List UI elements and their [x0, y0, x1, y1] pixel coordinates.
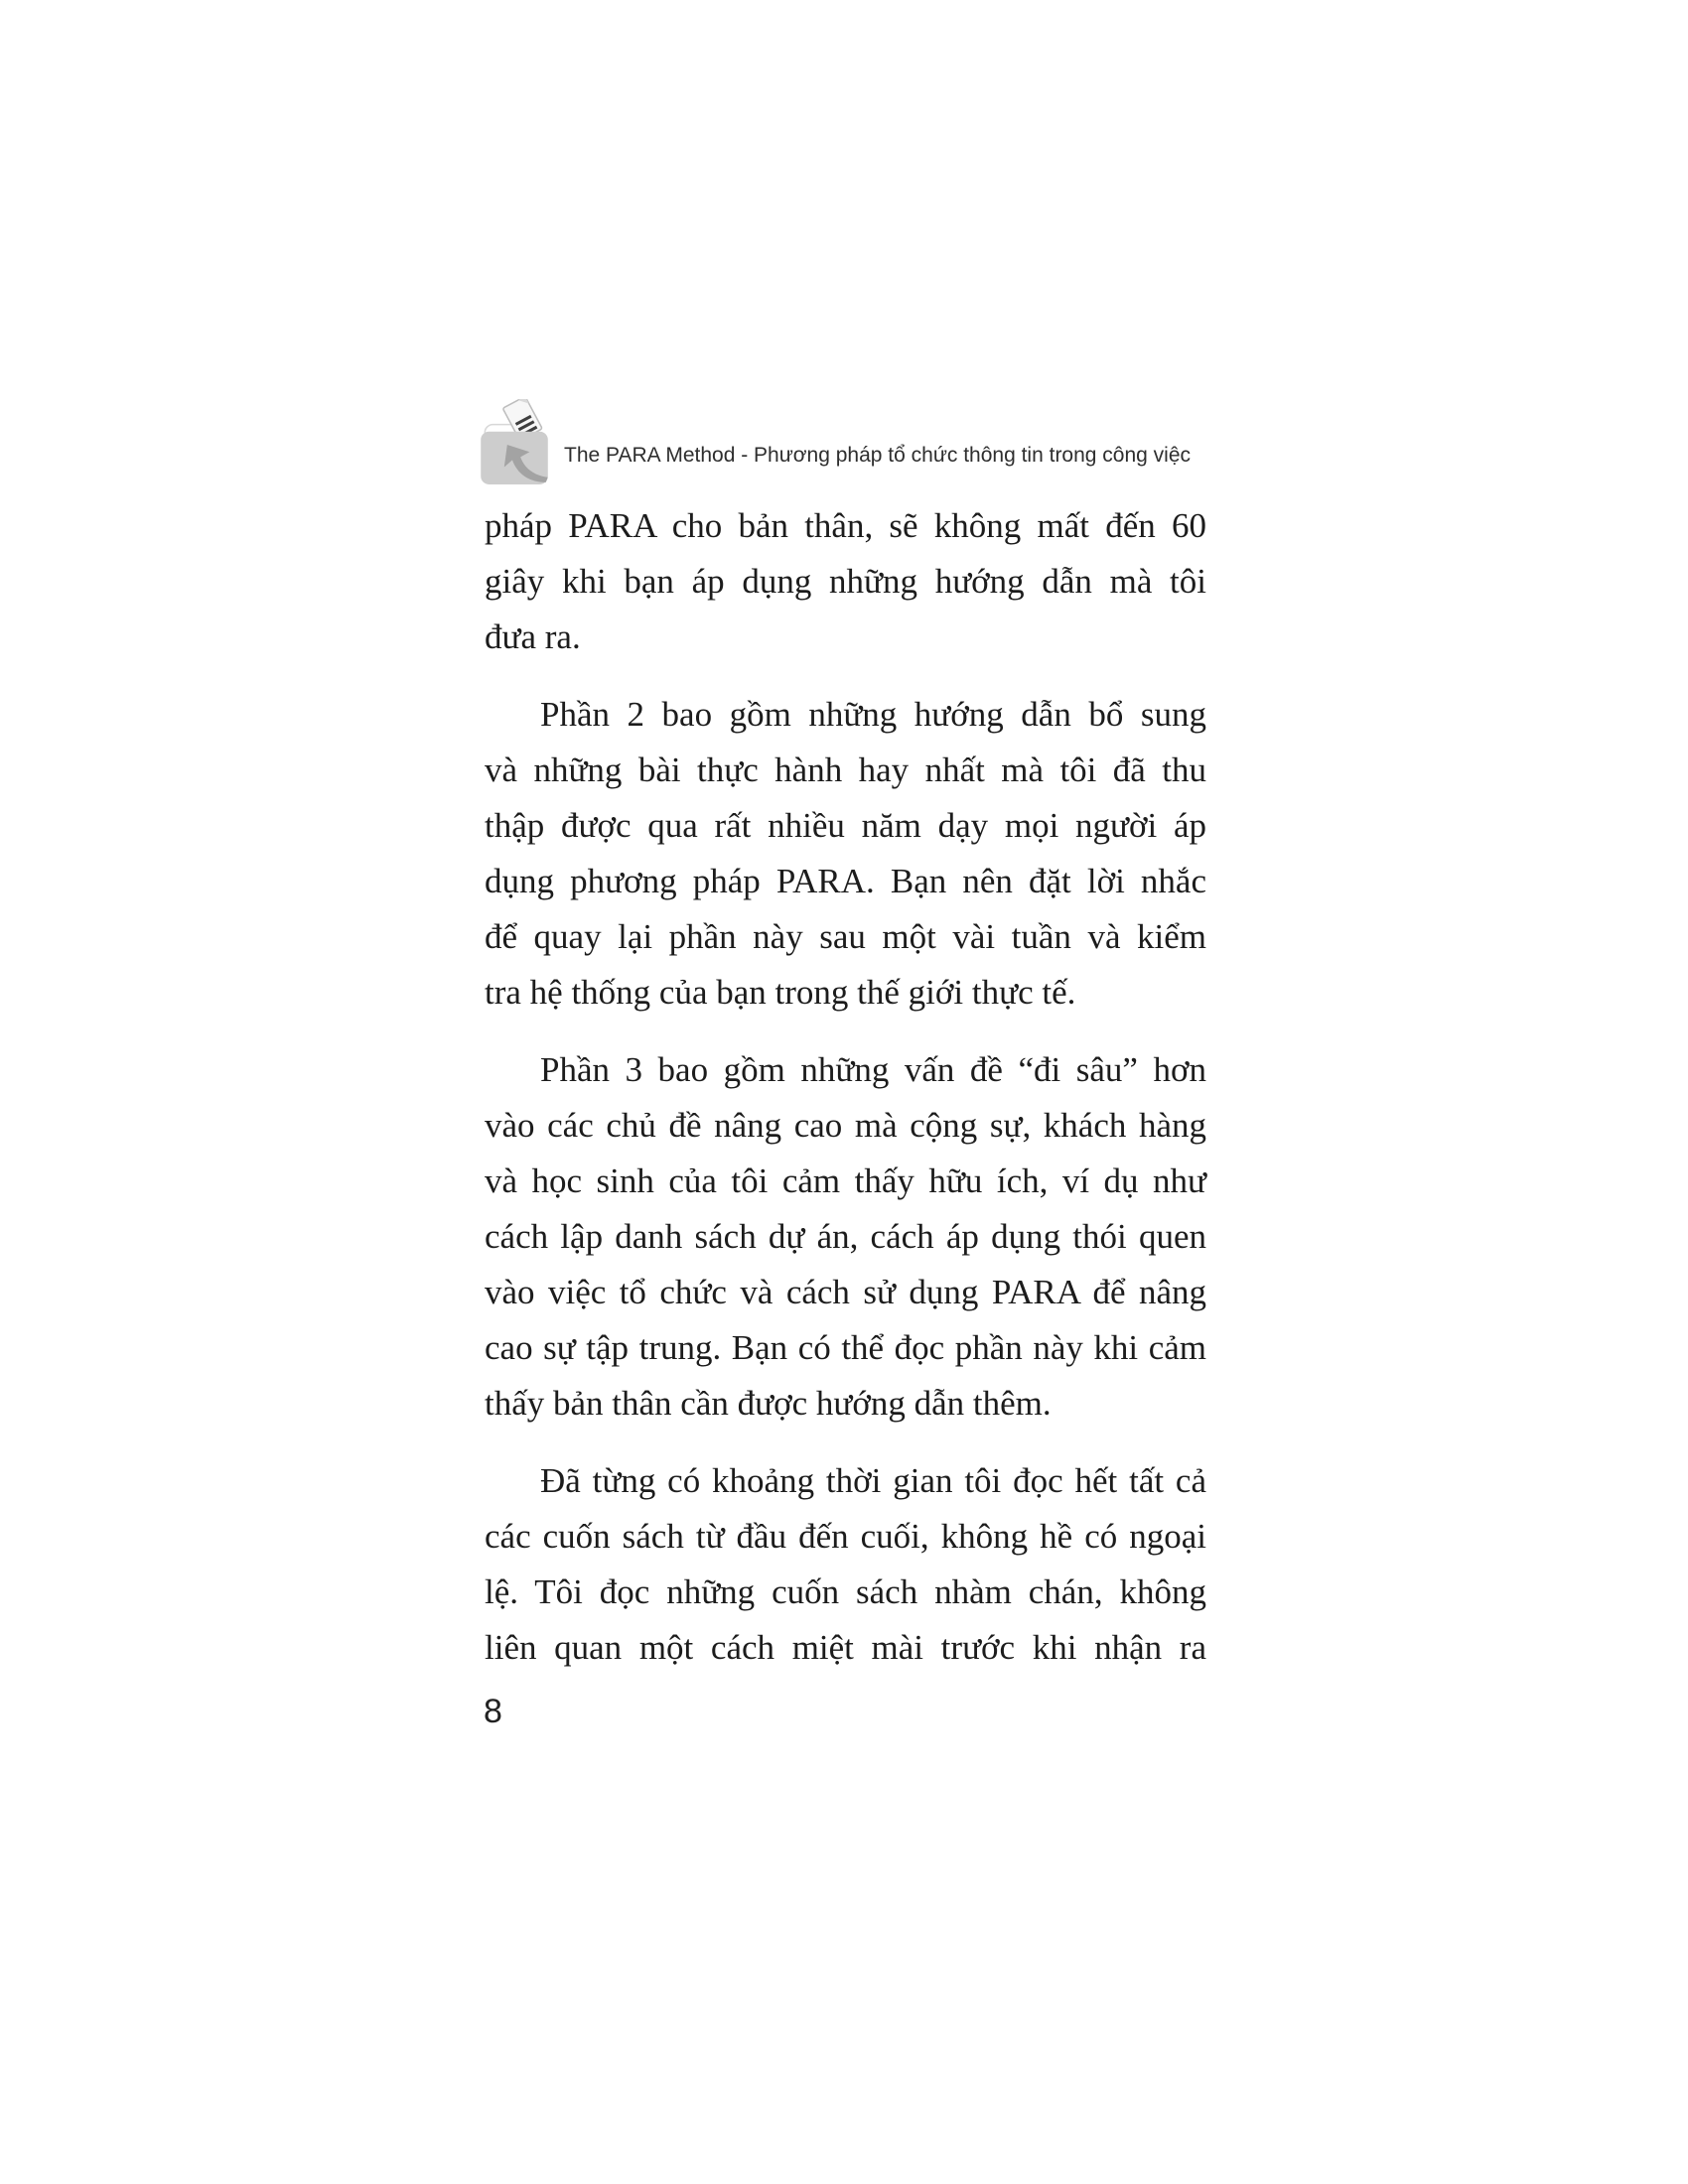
text-line: dụng phương pháp PARA. Bạn nên đặt lời nhắc	[485, 862, 1206, 900]
text-line: liên quan một cách miệt mài trước khi nhận ra	[485, 1628, 1206, 1667]
running-header	[479, 399, 1191, 486]
text-line: vào các chủ đề nâng cao mà cộng sự, khách hàng	[485, 1106, 1206, 1145]
text-line: Đã từng có khoảng thời gian tôi đọc hết tất cả	[540, 1461, 1206, 1500]
text-line: các cuốn sách từ đầu đến cuối, không hề có ngoại	[485, 1517, 1206, 1556]
page-number: 8	[484, 1693, 502, 1730]
paragraph	[485, 687, 1206, 1021]
text-line: đưa ra.	[485, 617, 581, 656]
text-line: lệ. Tôi đọc những cuốn sách nhàm chán, không	[485, 1572, 1206, 1611]
text-line: cao sự tập trung. Bạn có thể đọc phần này khi cảm	[485, 1328, 1206, 1367]
text-line: thấy bản thân cần được hướng dẫn thêm.	[485, 1384, 1052, 1423]
text-line: pháp PARA cho bản thân, sẽ không mất đến 60	[485, 506, 1206, 545]
text-line: để quay lại phần này sau một vài tuần và kiểm	[485, 917, 1206, 956]
text-line: Phần 2 bao gồm những hướng dẫn bổ sung	[540, 695, 1206, 734]
running-header-title: The PARA Method - Phương pháp tổ chức thông tin trong công việc	[564, 444, 1192, 467]
text-line: và học sinh của tôi cảm thấy hữu ích, ví dụ như	[485, 1161, 1206, 1200]
text-line: Phần 3 bao gồm những vấn đề “đi sâu” hơn	[540, 1050, 1206, 1089]
folder-import-icon	[479, 399, 550, 486]
text-line: và những bài thực hành hay nhất mà tôi đã thu	[485, 751, 1206, 789]
text-line: thập được qua rất nhiều năm dạy mọi người áp	[485, 806, 1206, 845]
body-text	[485, 498, 1206, 1676]
text-line: giây khi bạn áp dụng những hướng dẫn mà tôi	[485, 562, 1206, 601]
text-line: tra hệ thống của bạn trong thế giới thực tế.	[485, 973, 1076, 1012]
paragraph	[485, 1042, 1206, 1432]
paragraph	[485, 1453, 1206, 1676]
text-line: vào việc tổ chức và cách sử dụng PARA để nâng	[485, 1273, 1206, 1311]
paragraph	[485, 498, 1206, 665]
text-line: cách lập danh sách dự án, cách áp dụng thói quen	[485, 1217, 1206, 1256]
